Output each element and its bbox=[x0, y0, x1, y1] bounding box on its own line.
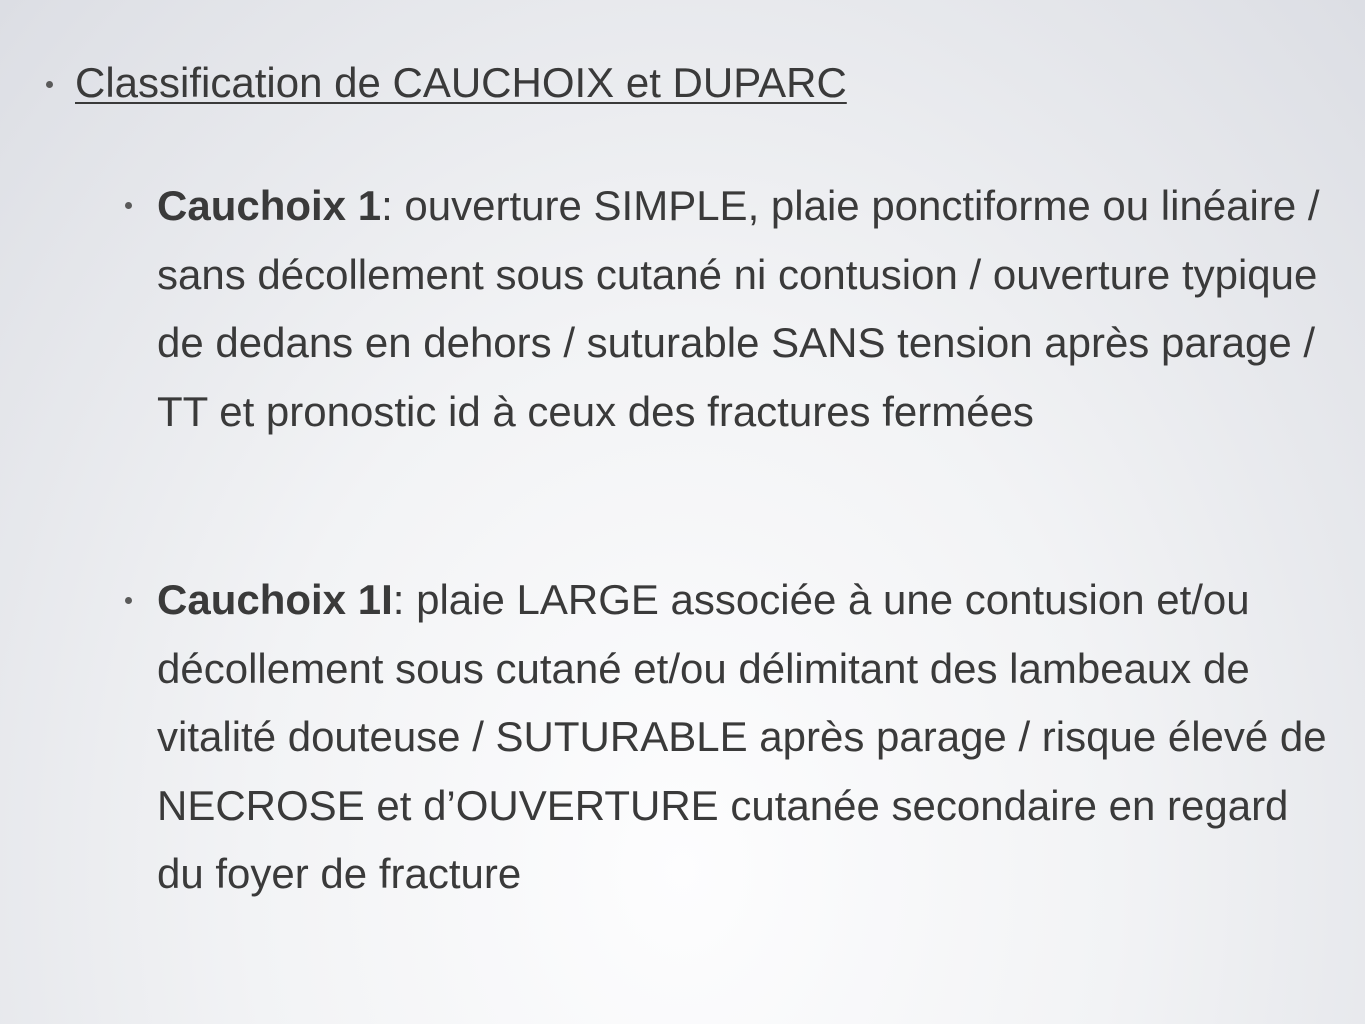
item-2-bullet bbox=[125, 597, 132, 604]
item-text: : ouverture SIMPLE, plaie ponctiforme ou linéaire / sans décollement sous cutané ni contusion / ouverture typique de dedans en dehors / suturable SANS tension après parage / TT et pronostic id à ceux des fractures fermées bbox=[157, 182, 1320, 435]
heading-bullet bbox=[46, 81, 53, 88]
item-term: Cauchoix 1I bbox=[157, 576, 393, 623]
item-1-bullet bbox=[125, 202, 132, 209]
item-term: Cauchoix 1 bbox=[157, 182, 382, 229]
list-item bbox=[157, 566, 1332, 909]
slide-heading: Classification de CAUCHOIX et DUPARC bbox=[75, 59, 847, 106]
item-text: : plaie LARGE associée à une contusion et/ou décollement sous cutané et/ou délimitant des lambeaux de vitalité douteuse / SUTURABLE après parage / risque élevé de NECROSE et d’OUVERTURE cutanée secondaire en regard du foyer de fracture bbox=[157, 576, 1327, 897]
list-item bbox=[157, 172, 1332, 446]
